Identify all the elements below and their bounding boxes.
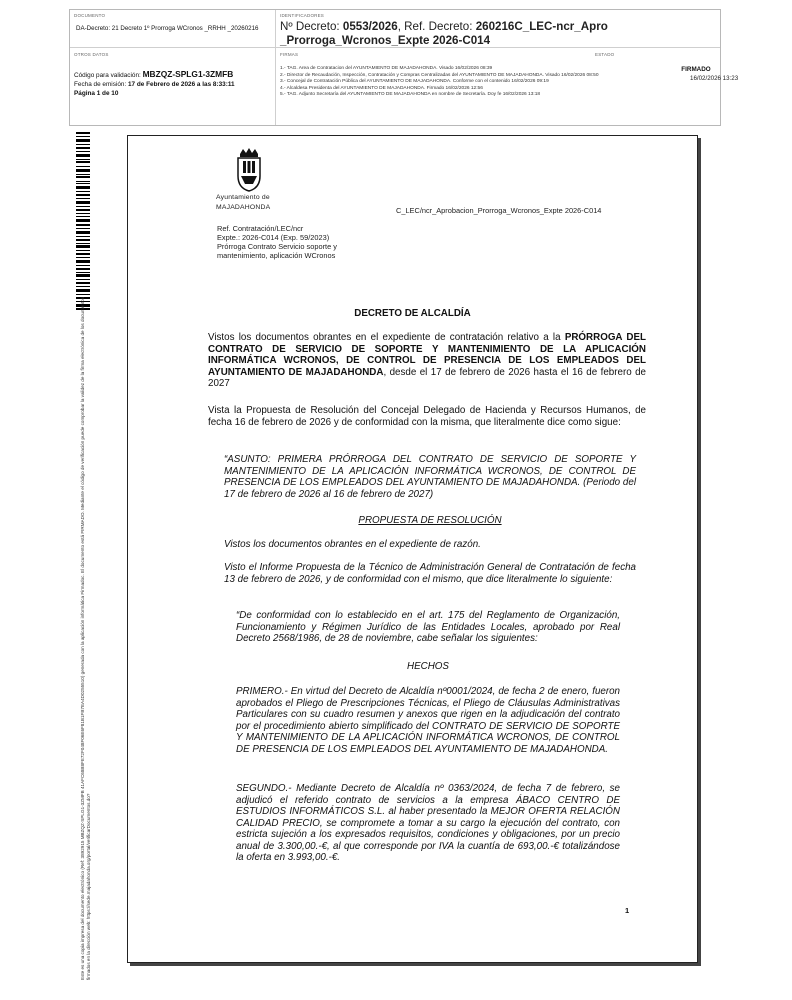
verification-side-text: Este es una copia impresa del documento electrónico (Ref: 3892915 MBZQZ-SPLG1-3ZMFB 41AFC68B8FE72F048F06E6F81B1FB7EA4D0255510) generada con la aplicación informática Firmadoc. El documento está FIRMADO. Mediante el código de verificación puede comprobar la validez de la firma electrónica de los documentos firmados en la dirección web: https://sede.majadahonda.org/portal/verificarDocumentos.do? [80, 296, 91, 980]
p1-end: , desde el 17 de febrero de 2026 hasta el 16 de febrero de 2027 [208, 366, 647, 389]
p1-start: Vistos los documentos obrantes en el expediente de contratación relativo a la [208, 332, 561, 343]
barcode-icon [76, 132, 90, 310]
emission-date: 17 de Febrero de 2026 a las 8:33:11 [128, 81, 235, 88]
p1-bold: PRÓRROGA DEL CONTRATO DE SERVICIO DE SOPORTE Y MANTENIMIENTO DE LA APLICACIÓN INFORMÁTICA WCRONOS, DE CONTROL DE PRESENCIA DE LOS EMPLEADOS DEL AYUNTAMIENTO DE MAJADAHONDA [208, 332, 646, 378]
documento-text: DA-Decreto: 21 Decreto 1º Prorroga WCronos _RRHH _20260216 [76, 25, 259, 32]
coat-of-arms-icon [232, 146, 266, 192]
contracting-reference [217, 224, 357, 260]
paragraph-vistos-documentos: Vistos los documentos obrantes en el expediente de razón. [224, 539, 481, 550]
estado-caption: ESTADO [595, 52, 615, 57]
decree-identifier [280, 20, 700, 47]
ref-decree-code: 260216C_LEC-ncr_Apro _Prorroga_Wcronos_Expte 2026-C014 [280, 20, 608, 47]
municipality-name-line1: Ayuntamiento de [216, 194, 270, 201]
paragraph-vistos [208, 332, 646, 390]
validation-header [69, 9, 739, 126]
page-number: 1 [625, 906, 630, 915]
municipality-name-line2: MAJADAHONDA [216, 204, 271, 211]
document-page [127, 135, 698, 963]
paragraph-asunto: “ASUNTO: PRIMERA PRÓRROGA DEL CONTRATO DE SERVICIO DE SOPORTE Y MANTENIMIENTO DE LA APLICACIÓN INFORMÁTICA WCRONOS, DE CONTROL DE PRESENCIA DE LOS EMPLEADOS DEL AYUNTAMIENTO DE MAJADAHONDA. (Periodo del 17 de febrero de 2026 al 16 de febrero de 2027) [224, 454, 636, 500]
signature-item: 5.- TAG. Adjunto Secretaría del AYUNTAMIENTO DE MAJADAHONDA en nombre de Secretaría. Doy fe 16/02/2026 13:18 [280, 92, 541, 98]
signature-item: 1.- TAG. Area de Contratacion del AYUNTAMIENTO DE MAJADAHONDA. Visado 16/02/2026 08:39 [280, 66, 493, 71]
emission-label: Fecha de emisión: [74, 81, 127, 88]
status-badge: FIRMADO [681, 66, 711, 73]
municipal-logo [216, 146, 286, 212]
ref-decree-label: , Ref. Decreto: [397, 20, 473, 33]
reference-line: Expte.: 2026-C014 (Exp. 59/2023) [217, 233, 330, 242]
signature-item: 2.- Director de Recaudación, Inspección, Contratación y Compras Centralizadas del AYUNTAMIENTO DE MAJADAHONDA. Visado 16/02/2026 08:50 [280, 72, 599, 78]
validation-code[interactable]: MBZQZ-SPLG1-3ZMFB [142, 69, 234, 79]
documento-caption: DOCUMENTO [74, 13, 106, 18]
header-divider-horizontal [70, 47, 720, 48]
firmas-caption: FIRMAS [280, 52, 299, 57]
paragraph-vista-propuesta: Vista la Propuesta de Resolución del Concejal Delegado de Hacienda y Recursos Humanos, de fecha 16 de febrero de 2026 y de conformidad con la misma, que literalmente dice como sigue: [208, 405, 646, 428]
reference-line: Prórroga Contrato Servicio soporte y mantenimiento, aplicación WCronos [217, 242, 337, 260]
signature-item: 3.- Concejal de Contratación Pública del AYUNTAMIENTO DE MAJADAHONDA. Conforme con el contenido 16/02/2026 09:19 [280, 79, 549, 85]
decree-number: 0553/2026 [342, 20, 398, 33]
paragraph-visto-informe: Visto el Informe Propuesta de la Técnico de Administración General de Contratación de fecha 13 de febrero de 2026, y de conformidad con el mismo, que dice literalmente lo siguiente: [224, 562, 636, 585]
page-info: Página 1 de 10 [74, 90, 119, 97]
reference-line: Ref. Contratación/LEC/ncr [217, 224, 304, 233]
signature-item: 4.- Alcaldesa Presidenta del AYUNTAMIENTO DE MAJADAHONDA. Firmado 16/02/2026 12:56 [280, 85, 483, 91]
decree-title: DECRETO DE ALCALDÍA [354, 308, 471, 319]
paragraph-segundo: SEGUNDO.- Mediante Decreto de Alcaldía nº 0363/2024, de fecha 7 de febrero, se adjudicó el referido contrato de servicios a la empresa ÁBACO CENTRO DE ESTUDIOS INFORMÁTICOS S.L. al haber presentado la MEJOR OFERTA RELACIÓN CALIDAD PRECIO, se compromete a tomar a su cargo la ejecución del contrato, con estricta sujeción a los expresados requisitos, condiciones y obligaciones, por un precio anual de 3.300,00.-€, al que corresponde por IVA la cuantía de 693,00.-€ totalizándose la oferta en 3.993,00.-€. [236, 783, 620, 863]
validation-label: Código para validación: [74, 72, 141, 79]
decree-number-label: Nº Decreto: [280, 20, 340, 33]
emission-date-line [74, 81, 235, 88]
status-date: 16/02/2026 13:23 [690, 75, 739, 82]
validation-code-line [74, 69, 233, 79]
hechos-heading: HECHOS [407, 661, 449, 672]
identificadores-caption: IDENTIFICADORES [280, 13, 325, 18]
paragraph-primero: PRIMERO.- En virtud del Decreto de Alcaldía nº0001/2024, de fecha 2 de enero, fueron aprobados el Pliego de Prescripciones Técnicas, el Pliego de Cláusulas Administrativas Particulares con su cuadro resumen y anexos que rigen en la adjudicación del contrato por el procedimiento abierto simplificado del CONTRATO DE SERVICIO DE SOPORTE Y MANTENIMIENTO DE LA APLICACIÓN INFORMÁTICA WCRONOS, DE CONTROL DE PRESENCIA DE LOS EMPLEADOS DEL AYUNTAMIENTO DE MAJADAHONDA. [236, 686, 620, 755]
paragraph-conformidad: “De conformidad con lo establecido en el art. 175 del Reglamento de Organización, Funcionamiento y Régimen Jurídico de las Entidades Locales, aprobado por Real Decreto 2568/1986, de 28 de noviembre, cabe señalar los siguientes: [236, 610, 620, 644]
file-reference: C_LEC/ncr_Aprobacion_Prorroga_Wcronos_Expte 2026-C014 [396, 206, 602, 215]
propuesta-heading: PROPUESTA DE RESOLUCIÓN [358, 515, 502, 526]
signatures-list [280, 66, 665, 99]
otros-datos-caption: OTROS DATOS [74, 52, 109, 57]
header-divider-vertical [275, 10, 276, 125]
